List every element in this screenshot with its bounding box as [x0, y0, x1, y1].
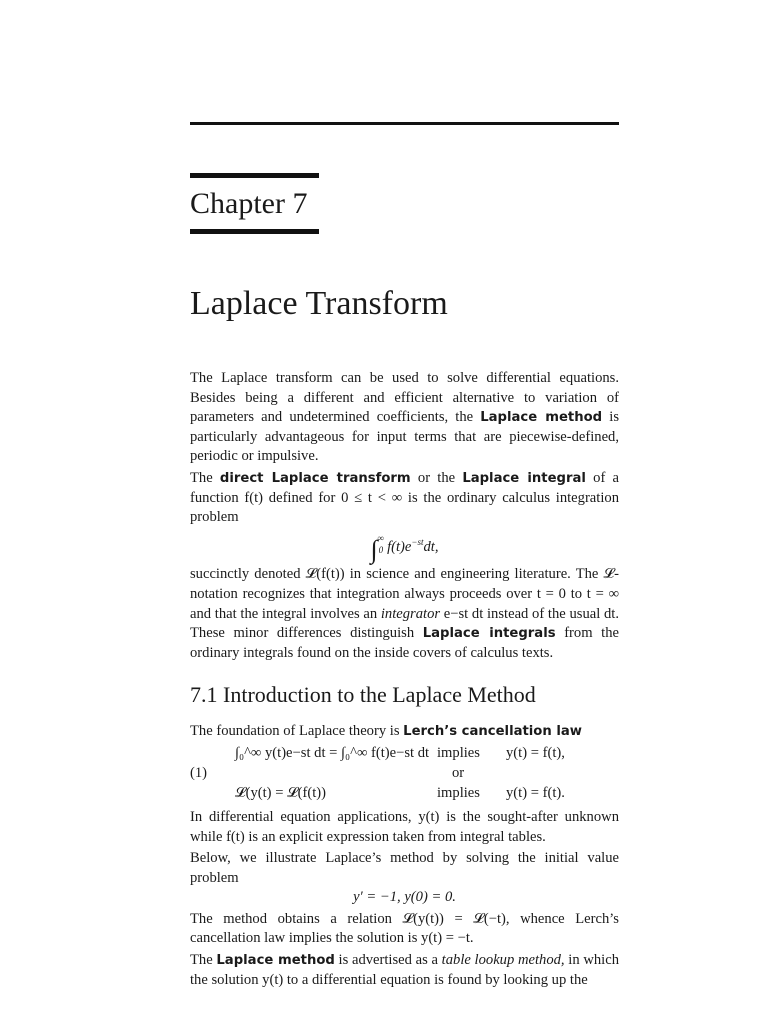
section-paragraph-1: The foundation of Laplace theory is Lerch’s cancellation law: [190, 723, 582, 740]
intro-paragraph-2: The direct Laplace transform or the Laplace integral of a function f(t) defined for 0 ≤ t < ∞ is the ordinary calculus integration problem: [190, 469, 619, 526]
integral-limits: ∞ 0: [377, 532, 385, 555]
equation-2-mid: implies: [437, 784, 480, 801]
equation-1-lhs: ∫₀^∞ y(t)e−st dt = ∫₀^∞ f(t)e−st dt: [235, 744, 430, 761]
section-paragraph-5: The Laplace method is advertised as a table lookup method, in which the solution y(t) to a differential equation is found by looking up the: [190, 952, 619, 988]
lerch-equation: [190, 744, 619, 804]
section-heading: 7.1 Introduction to the Laplace Method: [190, 682, 536, 708]
bold-term: Laplace method: [480, 410, 603, 426]
bold-term: Laplace integral: [462, 470, 586, 486]
bold-term: Lerch’s cancellation law: [403, 724, 582, 740]
section-paragraph-4: The method obtains a relation 𝓛(y(t)) = 𝓛(−t), whence Lerch’s cancellation law implies the solution is y(t) = −t.: [190, 910, 619, 947]
chapter-label-box: [190, 173, 319, 234]
ivp-display: y′ = −1, y(0) = 0.: [353, 889, 456, 906]
intro-paragraph-1: The Laplace transform can be used to solve differential equations. Besides being a different and efficient alternative to variation of parameters and undetermined coefficients, the Laplace method is particularly advantageous for input terms that are piecewise-defined, periodic or impulsive.: [190, 370, 619, 465]
bold-term: Laplace method: [216, 953, 335, 969]
bold-term: Laplace integrals: [422, 626, 556, 642]
top-rule: [190, 122, 619, 125]
chapter-label: Chapter 7: [190, 187, 308, 220]
page-body: [190, 369, 619, 990]
equation-2-lhs: 𝓛(y(t) = 𝓛(f(t)): [235, 784, 327, 801]
bold-term: direct Laplace transform: [219, 470, 411, 486]
equation-1-rhs: y(t) = f(t),: [506, 744, 565, 761]
equation-1-mid: implies: [437, 744, 480, 761]
chapter-bar-bottom: [190, 229, 319, 234]
section-paragraph-3: Below, we illustrate Laplace’s method by solving the initial value problem: [190, 850, 619, 886]
section-paragraph-2: In differential equation applications, y(t) is the sought-after unknown while f(t) is an explicit expression taken from integral tables.: [190, 808, 619, 845]
integral-sign: ∫: [370, 534, 378, 564]
intro-paragraph-3: succinctly denoted 𝓛(f(t)) in science and engineering literature. The 𝓛-notation recognizes that integration always proceeds over t = 0 to t = ∞ and that the integral involves an integrator e−st dt instead of the usual dt. These minor differences distinguish Laplace integrals from the ordinary integrals found on the inside covers of calculus texts.: [190, 566, 619, 661]
laplace-integral-display: ∫ ∞ 0 $f(t)e^{-st}dt$,: [370, 532, 439, 564]
equation-number: (1): [190, 764, 208, 781]
equation-2-rhs: y(t) = f(t).: [506, 784, 565, 801]
equation-or: or: [452, 764, 465, 781]
chapter-title: Laplace Transform: [190, 285, 448, 322]
